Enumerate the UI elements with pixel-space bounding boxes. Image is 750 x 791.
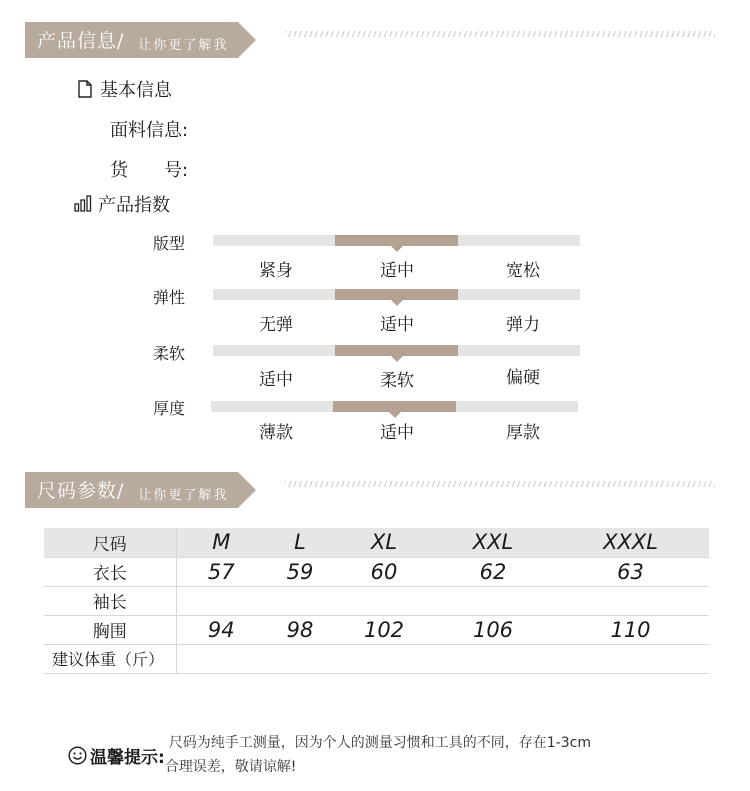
table-row — [44, 586, 709, 615]
table-cell — [434, 644, 552, 673]
bar-segment-active — [333, 401, 456, 412]
option-label: 柔软 — [380, 371, 414, 391]
size-column-header: XXXL — [552, 528, 709, 557]
size-column-header: L — [266, 528, 334, 557]
table-cell — [552, 644, 709, 673]
index-label-softness: 柔软 — [153, 344, 186, 363]
table-cell — [552, 586, 709, 615]
banner-subtitle: 让你更了解我 — [138, 38, 229, 53]
table-cell — [176, 644, 266, 673]
tip-heading — [68, 731, 165, 779]
product-index-title: 产品指数 — [98, 195, 170, 216]
table-cell — [176, 586, 266, 615]
tip-body — [164, 731, 592, 779]
table-row — [44, 557, 709, 586]
tip-title: 温馨提示: — [90, 747, 165, 768]
table-cell: 59 — [266, 557, 334, 586]
table-cell: 106 — [434, 615, 552, 644]
banner-title: 产品信息/ — [37, 30, 125, 52]
bar-segment-active — [335, 289, 458, 300]
banner-tag — [25, 472, 238, 508]
table-header-row — [44, 528, 709, 557]
fabric-info-label: 面料信息: — [110, 120, 189, 141]
index-bar-elasticity — [213, 289, 580, 300]
option-label: 紧身 — [259, 261, 293, 281]
tip-line: 尺码为纯手工测量，因为个人的测量习惯和工具的不同，存在1-3cm — [168, 735, 592, 751]
table-cell — [434, 586, 552, 615]
banner-divider — [285, 31, 715, 37]
row-label: 建议体重（斤） — [44, 644, 176, 673]
index-bar-softness — [213, 345, 580, 356]
table-cell: 110 — [552, 615, 709, 644]
index-label-fit: 版型 — [153, 234, 186, 253]
table-cell — [266, 644, 334, 673]
product-index-heading — [74, 191, 170, 217]
item-number-label: 货 号: — [110, 160, 189, 181]
bar-segment — [213, 345, 335, 356]
option-label: 适中 — [259, 370, 293, 390]
bar-segment — [211, 401, 333, 412]
table-cell: 102 — [334, 615, 434, 644]
option-label: 适中 — [380, 315, 414, 335]
row-label: 袖长 — [44, 586, 176, 615]
size-column-header: M — [176, 528, 266, 557]
bar-segment — [458, 235, 580, 246]
banner-title: 尺码参数/ — [37, 480, 125, 502]
table-cell: 62 — [434, 557, 552, 586]
index-label-elasticity: 弹性 — [153, 288, 186, 307]
table-header-label: 尺码 — [44, 528, 176, 557]
option-label: 厚款 — [506, 423, 540, 443]
size-params-banner — [25, 472, 238, 508]
option-label: 宽松 — [506, 261, 540, 281]
basic-info-heading — [76, 76, 172, 102]
table-cell: 98 — [266, 615, 334, 644]
size-column-header: XXL — [434, 528, 552, 557]
size-table — [44, 528, 709, 674]
table-cell: 63 — [552, 557, 709, 586]
table-row — [44, 644, 709, 673]
warm-tip — [68, 731, 591, 779]
document-icon — [76, 80, 94, 98]
option-label: 薄款 — [259, 423, 293, 443]
size-column-header: XL — [334, 528, 434, 557]
table-row — [44, 615, 709, 644]
bar-chart-icon — [74, 195, 92, 213]
table-cell — [266, 586, 334, 615]
banner-subtitle: 让你更了解我 — [138, 488, 229, 503]
bar-segment — [213, 235, 335, 246]
option-label: 适中 — [380, 423, 414, 443]
table-cell — [334, 586, 434, 615]
bar-segment — [458, 289, 580, 300]
bar-segment-active — [335, 235, 458, 246]
banner-tag — [25, 22, 238, 58]
basic-info-title: 基本信息 — [100, 80, 172, 101]
banner-divider — [285, 481, 715, 487]
option-label: 弹力 — [506, 315, 540, 335]
row-label: 胸围 — [44, 615, 176, 644]
option-label: 偏硬 — [506, 368, 540, 388]
bar-segment — [213, 289, 335, 300]
bar-segment — [456, 401, 578, 412]
table-cell: 94 — [176, 615, 266, 644]
table-cell: 57 — [176, 557, 266, 586]
bar-segment-active — [335, 345, 458, 356]
option-label: 适中 — [380, 261, 414, 281]
index-label-thickness: 厚度 — [153, 399, 186, 418]
bar-segment — [458, 345, 580, 356]
option-label: 无弹 — [259, 315, 293, 335]
index-bar-thickness — [211, 401, 578, 412]
product-info-banner — [25, 22, 238, 58]
tip-line: 合理误差，敬请谅解! — [164, 759, 297, 775]
table-cell — [334, 644, 434, 673]
index-bar-fit — [213, 235, 580, 246]
table-cell: 60 — [334, 557, 434, 586]
smiley-icon — [68, 746, 87, 765]
row-label: 衣长 — [44, 557, 176, 586]
